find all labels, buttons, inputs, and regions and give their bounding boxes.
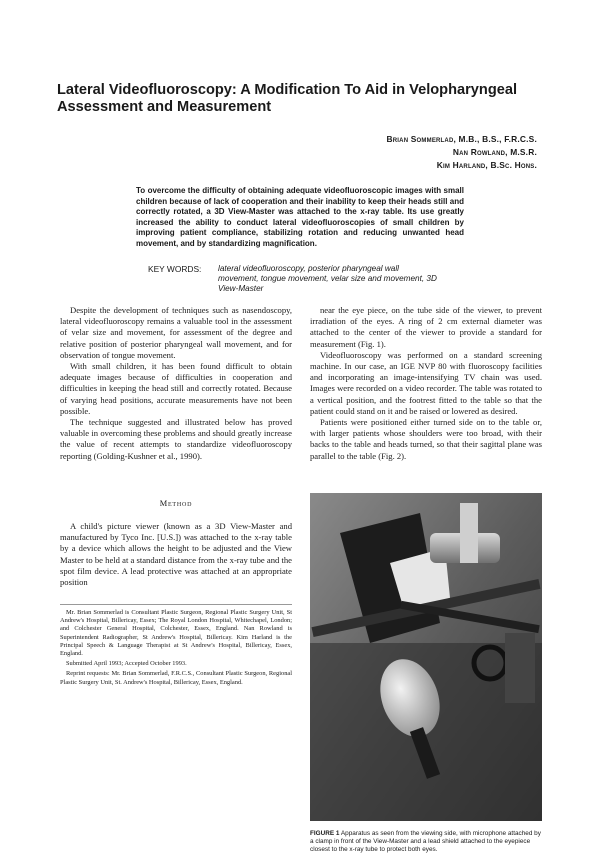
method-heading: Method [159,499,193,508]
footnotes [60,604,292,689]
right-paragraph-1: near the eye piece, on the tube side of the viewer, to prevent irradiation of the eyes. A ring of 2 cm external diameter was attached to the center of the viewer to provide a standard for measurement (Fig. 1). [310,305,542,349]
footnote-reprint: Reprint requests: Mr. Brian Sommerlad, F.R.C.S., Consultant Plastic Surgeon, Regional Plastic Surgery Unit, St. Andrew's Hospital, Billericay, Essex, England. [60,670,292,686]
keywords-text: lateral videofluoroscopy, posterior pharyngeal wall movement, tongue movement, velar size and movement, 3D View-Master [218,264,437,293]
right-paragraph-2: Videofluoroscopy was performed on a standard screening machine. In our case, an IGE NVP 80 with fluoroscopy facilities and incorporating an image-intensifying TV chain was used. Images were recorded on a video recorder. The table was rotated to a vertical position, and the footrest fitted to the table so that the patient could stand on it and be raised or lowered as desired. [310,349,542,416]
author-3: Kim Harland, B.Sc. Hons. [436,160,537,170]
footnote-affiliations: Mr. Brian Sommerlad is Consultant Plastic Surgeon, Regional Plastic Surgery Unit, St Andrew's Hospital, Billericay, Essex; The Royal London Hospital, Whitechapel, London; and Colchester General Hospital, Colchester, Essex, England. Nan Rowland is Superintendent Radiographer, St Andrew's Hospital, Billericay. Kim Harland is the Principal Speech & Language Therapist at St Andrew's Hospital, Billericay, Essex, England. [60,609,292,658]
method-column [60,521,292,588]
intro-paragraph-3: The technique suggested and illustrated below has proved valuable in overcoming these problems and should greatly increase the value of recent attempts to standardize videofluoroscopy reporting (Golding-Kushner et al., 1990). [60,417,292,461]
intro-column [60,305,292,462]
figure-1-caption-text: Apparatus as seen from the viewing side, with microphone attached by a clamp in front of the View-Master and a lead shield attached to the eyepiece closest to the x-ray tube to protect both eyes. [310,830,541,853]
footnote-submitted: Submitted April 1993; Accepted October 1993. [66,660,187,668]
author-1: Brian Sommerlad, M.B., B.S., F.R.C.S. [386,134,537,144]
abstract: To overcome the difficulty of obtaining adequate videofluoroscopic images with small children because of lack of cooperation and their inability to keep their heads still and correctly rotated, a 3D View-Master was attached to the x-ray table. Its use greatly increased the ability to conduct lateral videofluoroscopies of small children by improving patient compliance, stabilizing rotation and reducing unwanted head movement, and by standardizing magnification. [136,186,464,248]
author-2: Nan Rowland, M.S.R. [452,147,537,157]
figure-1-label: FIGURE 1 [310,830,340,837]
keywords-label: KEY WORDS: [148,264,202,274]
article-title: Lateral Videofluoroscopy: A Modification To Aid in Velopharyngeal Assessment and Measurement [57,82,518,115]
author-list [387,133,537,172]
method-paragraph-1: A child's picture viewer (known as a 3D View-Master and manufactured by Tyco Inc. [U.S.]) was attached to the x-ray table by a device which allows the height to be adjusted and the View Master to be held at a standard distance from the x-ray tube and the spot film device. A lead protective was attached at an appropriate position [60,521,292,588]
right-column [310,305,542,462]
figure-1-caption [310,830,542,854]
right-paragraph-3: Patients were positioned either turned side on to the table or, with larger patients whose shoulders were too broad, with their backs to the table and heads turned, so that their sagittal plane was parallel to the table (Fig. 2). [310,417,542,461]
intro-paragraph-2: With small children, it has been found difficult to obtain adequate images because of difficulties in cooperation and difficulties in keeping the head still and correctly rotated. Because of varying head positions, accurate measurements have not been possible. [60,361,292,416]
figure-1-photo [310,493,542,821]
intro-paragraph-1: Despite the development of techniques such as nasendoscopy, lateral videofluoroscopy remains a valuable tool in the assessment of velar size and movement, for assessment of the degree and relative position of posterior pharyngeal wall movement, and for observation of tongue movement. [60,305,292,360]
